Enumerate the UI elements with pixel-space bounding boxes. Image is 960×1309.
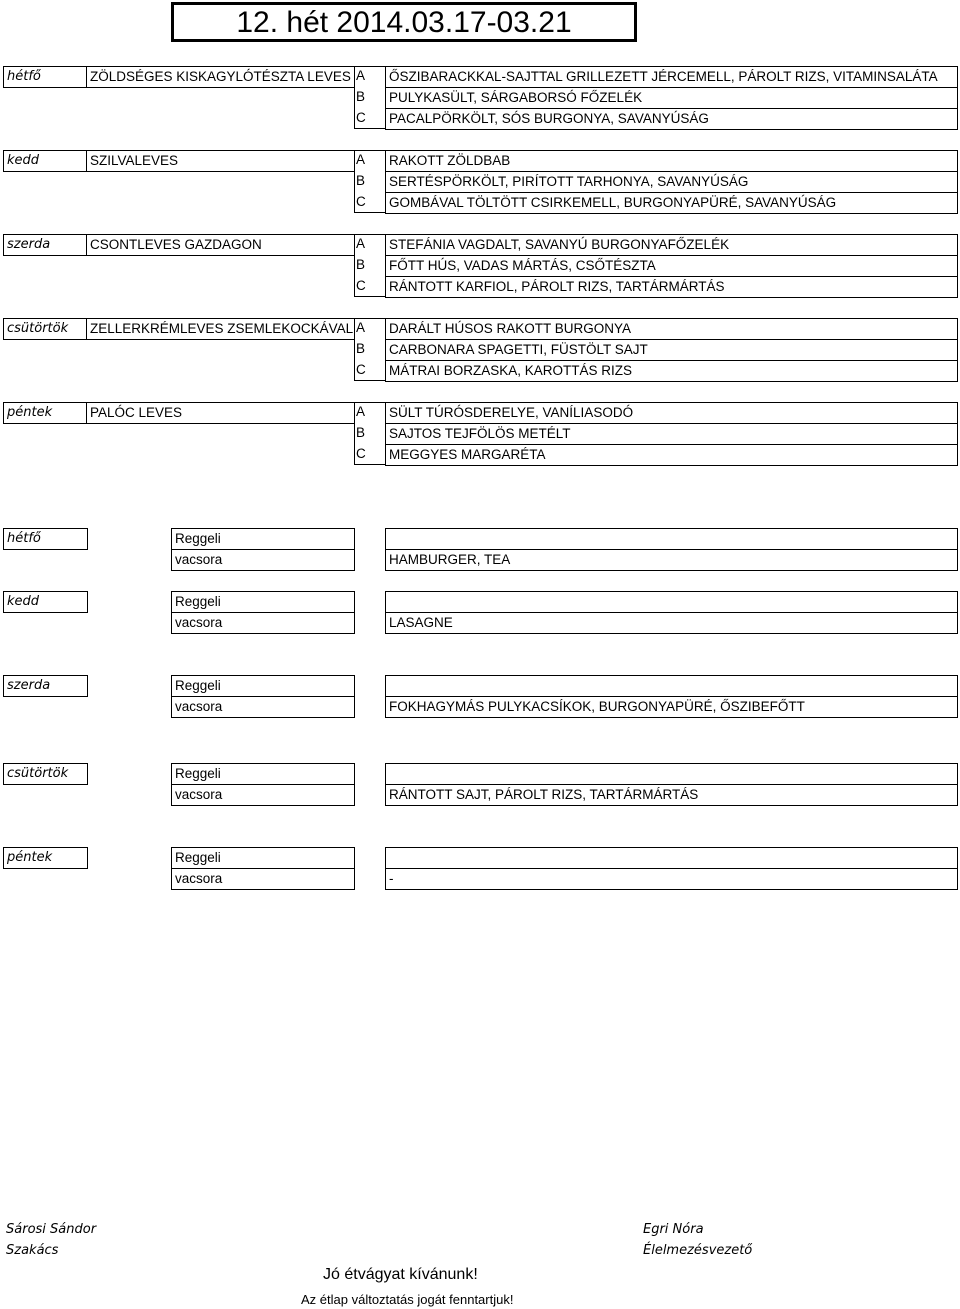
day-cell: kedd (3, 591, 88, 613)
vacsora-label: vacsora (171, 612, 355, 634)
vacsora-label: vacsora (171, 696, 355, 718)
option-letter: A (356, 236, 366, 251)
dish-cell: RÁNTOTT KARFIOL, PÁROLT RIZS, TARTÁRMÁRTÁS (385, 276, 958, 298)
dish-cell: DARÁLT HÚSOS RAKOTT BURGONYA (385, 318, 958, 340)
vacsora-cell: HAMBURGER, TEA (385, 549, 958, 571)
dish-cell: PACALPÖRKÖLT, SÓS BURGONYA, SAVANYÚSÁG (385, 108, 958, 130)
option-letter: C (356, 110, 366, 125)
day-cell: szerda (3, 234, 87, 256)
dish-cell: STEFÁNIA VAGDALT, SAVANYÚ BURGONYAFŐZELÉK (385, 234, 958, 256)
soup-cell: CSONTLEVES GAZDAGON (86, 234, 355, 256)
manager-name: Egri Nóra (643, 1222, 704, 1237)
greeting: Jó étvágyat kívánunk! (323, 1266, 478, 1283)
day-cell: hétfő (3, 66, 87, 88)
dish-cell: MEGGYES MARGARÉTA (385, 444, 958, 466)
manager-role: Élelmezésvezető (643, 1243, 753, 1258)
vacsora-label: vacsora (171, 549, 355, 571)
vacsora-cell: LASAGNE (385, 612, 958, 634)
dish-cell: PULYKASÜLT, SÁRGABORSÓ FŐZELÉK (385, 87, 958, 109)
reggeli-cell (385, 675, 958, 697)
option-letter: C (356, 278, 366, 293)
day-cell: hétfő (3, 528, 88, 550)
option-letter: B (356, 89, 366, 104)
cook-name: Sárosi Sándor (6, 1222, 97, 1237)
soup-cell: SZILVALEVES (86, 150, 355, 172)
dish-cell: CARBONARA SPAGETTI, FÜSTÖLT SAJT (385, 339, 958, 361)
reggeli-label: Reggeli (171, 847, 355, 869)
page-title: 12. hét 2014.03.17-03.21 (236, 6, 572, 39)
reggeli-label: Reggeli (171, 763, 355, 785)
reggeli-cell (385, 763, 958, 785)
day-cell: csütörtök (3, 763, 88, 785)
option-letter: C (356, 194, 366, 209)
dish-cell: FŐTT HÚS, VADAS MÁRTÁS, CSŐTÉSZTA (385, 255, 958, 277)
dish-cell: SERTÉSPÖRKÖLT, PIRÍTOTT TARHONYA, SAVANYÚSÁG (385, 171, 958, 193)
dish-cell: GOMBÁVAL TÖLTÖTT CSIRKEMELL, BURGONYAPÜRÉ, SAVANYÚSÁG (385, 192, 958, 214)
option-letter: B (356, 257, 366, 272)
vacsora-cell: FOKHAGYMÁS PULYKACSÍKOK, BURGONYAPÜRÉ, ŐSZIBEFŐTT (385, 696, 958, 718)
dish-cell: RAKOTT ZÖLDBAB (385, 150, 958, 172)
day-cell: szerda (3, 675, 88, 697)
cook-role: Szakács (6, 1243, 59, 1258)
option-letter: A (356, 320, 366, 335)
option-letter: A (356, 404, 366, 419)
disclaimer: Az étlap változtatás jogát fenntartjuk! (301, 1292, 514, 1307)
dish-cell: ŐSZIBARACKKAL-SAJTTAL GRILLEZETT JÉRCEMELL, PÁROLT RIZS, VITAMINSALÁTA (385, 66, 958, 88)
option-letter: A (356, 68, 366, 83)
vacsora-cell: - (385, 868, 958, 890)
soup-cell: PALÓC LEVES (86, 402, 355, 424)
dish-cell: SAJTOS TEJFÖLÖS METÉLT (385, 423, 958, 445)
option-letter: B (356, 425, 366, 440)
day-cell: péntek (3, 402, 87, 424)
reggeli-label: Reggeli (171, 591, 355, 613)
option-letter: B (356, 341, 366, 356)
reggeli-cell (385, 591, 958, 613)
reggeli-cell (385, 847, 958, 869)
option-letter: C (356, 362, 366, 377)
vacsora-label: vacsora (171, 784, 355, 806)
dish-cell: MÁTRAI BORZASKA, KAROTTÁS RIZS (385, 360, 958, 382)
day-cell: csütörtök (3, 318, 87, 340)
reggeli-cell (385, 528, 958, 550)
day-cell: kedd (3, 150, 87, 172)
option-letter: A (356, 152, 366, 167)
option-letter: C (356, 446, 366, 461)
reggeli-label: Reggeli (171, 528, 355, 550)
vacsora-cell: RÁNTOTT SAJT, PÁROLT RIZS, TARTÁRMÁRTÁS (385, 784, 958, 806)
soup-cell: ZELLERKRÉMLEVES ZSEMLEKOCKÁVAL (86, 318, 355, 340)
day-cell: péntek (3, 847, 88, 869)
dish-cell: SÜLT TÚRÓSDERELYE, VANÍLIASODÓ (385, 402, 958, 424)
soup-cell: ZÖLDSÉGES KISKAGYLÓTÉSZTA LEVES (86, 66, 355, 88)
option-letter: B (356, 173, 366, 188)
vacsora-label: vacsora (171, 868, 355, 890)
reggeli-label: Reggeli (171, 675, 355, 697)
